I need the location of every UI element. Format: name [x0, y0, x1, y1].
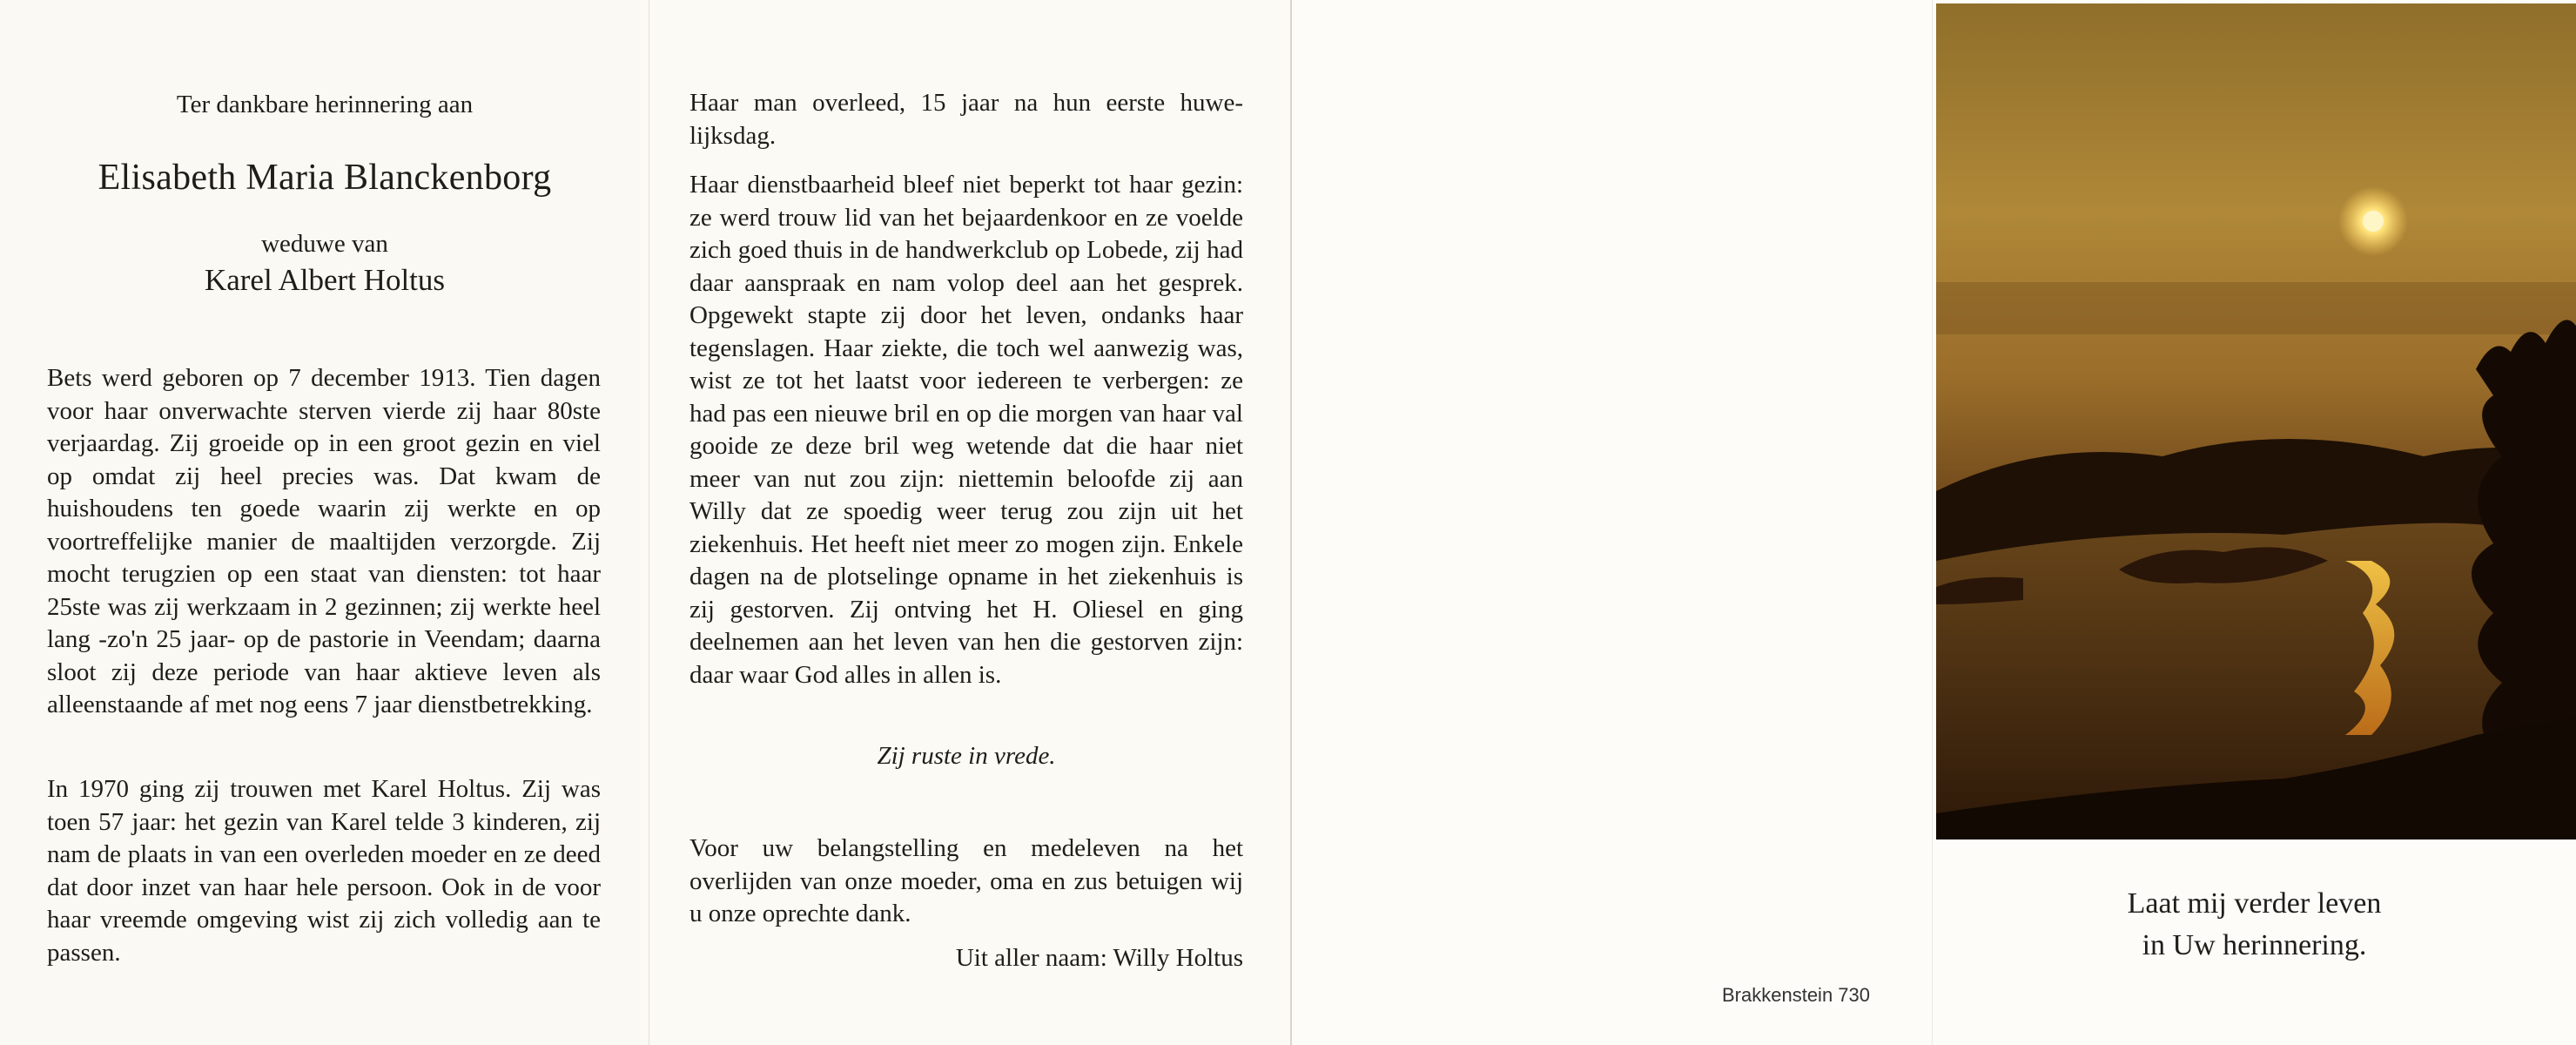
verse-line-1: Laat mij verder leven	[2127, 887, 2382, 920]
card-panel-middle	[649, 0, 1292, 1045]
biography-paragraph: Bets werd geboren op 7 december 1913. Tien dagen voor haar onverwachte sterven vierde zij haar 80ste verjaardag. Zij groeide op in een groot gezin en viel op omdat zij heel precies was. Dat kwam de huishoudens ten goede waarin zij werkte en op voortreffelijke manier de maaltijden verzorgde. Zij mocht terugzien op een staat van diensten: tot haar 25ste was zij werkzaam in 2 gezinnen; zij werkte heel lang -zo'n 25 jaar- op de pastorie in Veendam; daarna sloot zij deze periode van haar aktieve leven als alleenstaande af met nog eens 7 jaar dienstbetrekking.	[47, 364, 601, 718]
rest-in-peace-line: Zij ruste in vrede.	[877, 742, 1056, 770]
sunset-river-image	[1936, 3, 2576, 839]
memorial-verse	[1933, 883, 2576, 967]
signature-line: Uit aller naam: Willy Holtus	[955, 944, 1243, 972]
sunset-river-photo	[1936, 3, 2576, 839]
widow-of-label: weduwe van	[261, 230, 388, 258]
verse-line-2: in Uw herinnering.	[2142, 929, 2367, 961]
husband-name: Karel Albert Holtus	[204, 263, 446, 297]
card-panel-right	[1933, 0, 2576, 1045]
card-panel-left	[0, 0, 649, 1045]
husband-death-paragraph: Haar man overleed, 15 jaar na hun eerste huwelijksdag.	[689, 89, 1243, 150]
dedication-line: Ter dankbare herinnering aan	[176, 91, 474, 118]
marriage-paragraph: In 1970 ging zij trouwen met Karel Holtus. Zij was toen 57 jaar: het gezin van Karel telde 3 kinderen, zij nam de plaats in van een overleden moeder en ze deed dat door inzet van haar hele persoon. Ook in de voor haar vreemde omgeving wist zij zich volledig aan te passen.	[47, 775, 601, 967]
deceased-name: Elisabeth Maria Blanckenborg	[98, 158, 552, 198]
publisher-mark: Brakkenstein 730	[1722, 984, 1870, 1006]
card-panel-blank	[1292, 0, 1933, 1045]
life-paragraph: Haar dienstbaarheid bleef niet beperkt tot haar gezin: ze werd trouw lid van het bejaardenkoor en ze voelde zich goed thuis in de handwerkclub op Lobede, zij had daar aanspraak en nam volop deel aan het gesprek. Opgewekt stapte zij door het leven, ondanks haar tegenslagen. Haar ziekte, die toch wel aanwezig was, wist ze tot het laatst voor iedereen te verbergen: ze had pas een nieuwe bril en op die morgen van haar val gooide ze deze bril weg wetende dat die haar niet meer van nut zou zijn: niettemin beloofde zij aan Willy dat ze spoedig weer terug zou zijn uit het ziekenhuis. Het heeft niet meer zo mogen zijn. Enkele dagen na de plotselinge opname in het ziekenhuis is zij gestorven. Zij ontving het H. Oliesel en ging deelnemen aan het leven van hen die gestorven zijn: daar waar God alles in allen is.	[689, 171, 1243, 689]
thanks-paragraph: Voor uw belangstelling en medeleven na het overlijden van onze moeder, oma en zus betuigen wij u onze oprechte dank.	[689, 834, 1243, 927]
